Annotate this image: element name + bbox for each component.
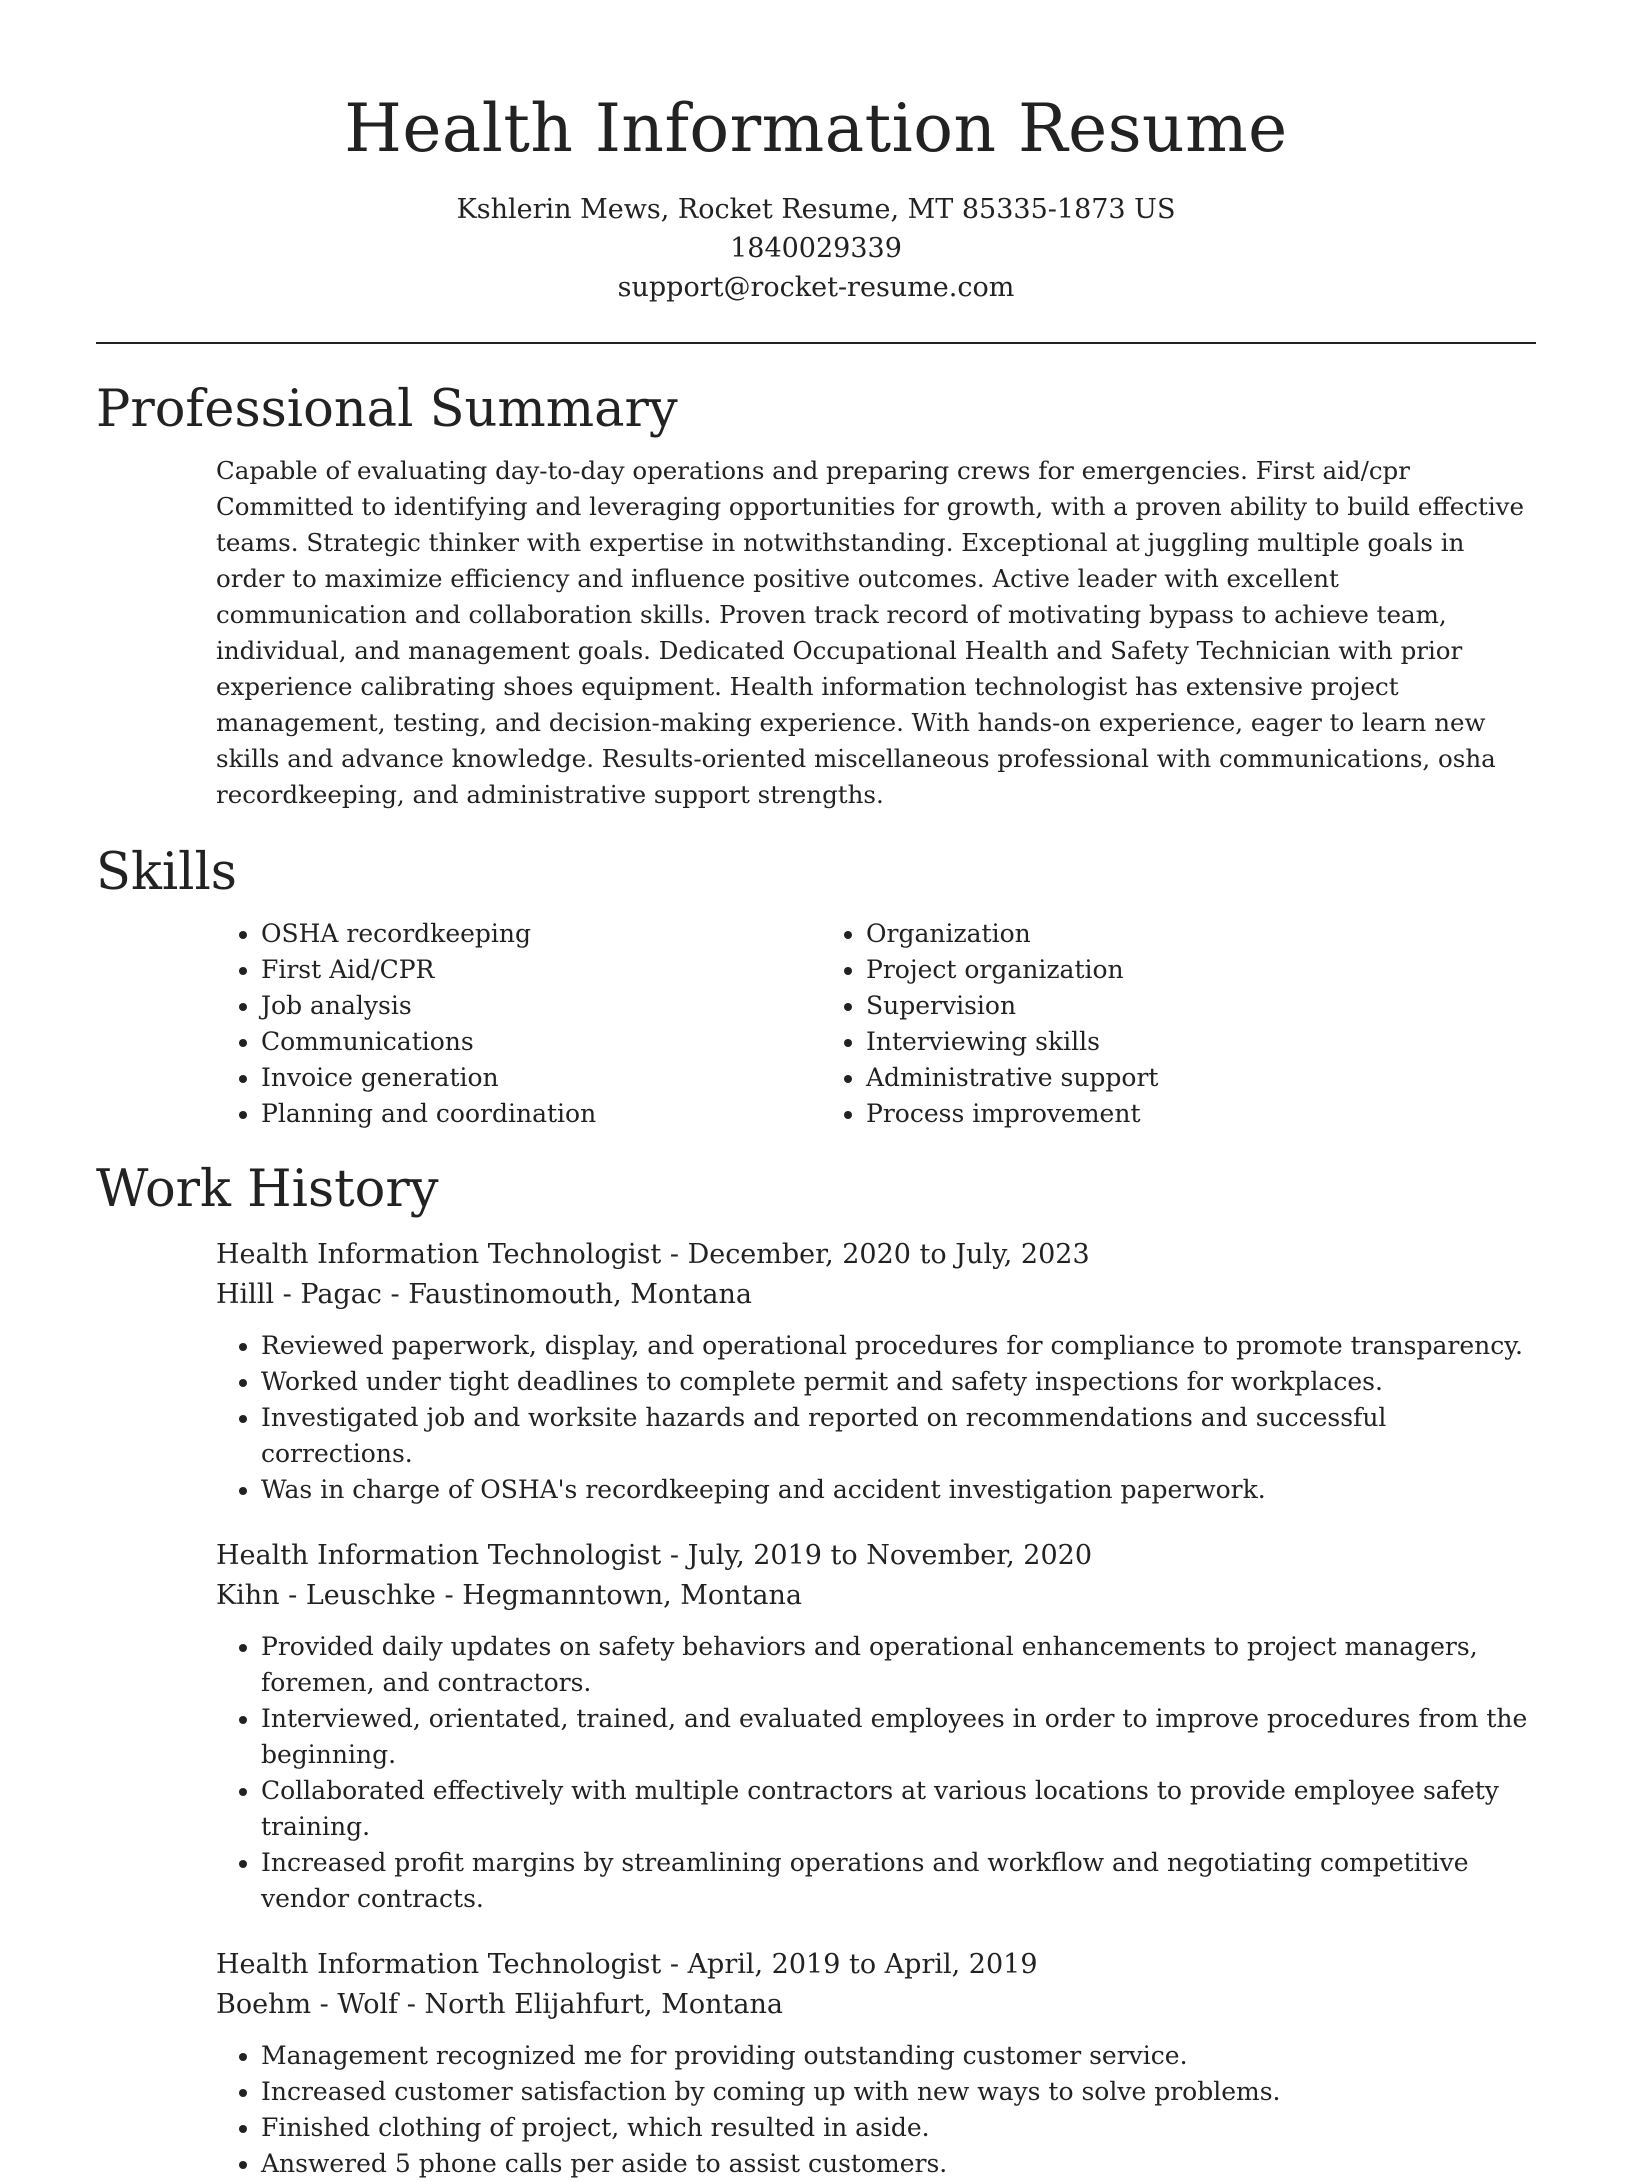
job-bullet: • Reviewed paperwork, display, and operational procedures for compliance to promote transparency. — [261, 1328, 1536, 1364]
job-dates: July, 2019 to November, 2020 — [687, 1540, 1093, 1571]
job-title-line — [216, 1536, 1536, 1576]
job-entry — [216, 1536, 1536, 1917]
job-bullet: • Provided daily updates on safety behaviors and operational enhancements to project managers, foremen, and contractors. — [261, 1629, 1536, 1701]
job-company-line — [216, 1985, 1536, 2025]
job-entry — [216, 1945, 1536, 2182]
job-location: Hegmanntown, Montana — [462, 1580, 802, 1611]
header-divider — [96, 342, 1536, 344]
job-bullets — [216, 1629, 1536, 1917]
contact-phone: 1840029339 — [730, 233, 902, 264]
job-title: Health Information Technologist — [216, 1540, 662, 1571]
summary-heading: Professional Summary — [96, 380, 678, 439]
job-title: Health Information Technologist — [216, 1239, 662, 1270]
contact-email: support@rocket-resume.com — [617, 272, 1015, 303]
job-company: Kihn - Leuschke — [216, 1580, 436, 1611]
job-bullet: • Answered 5 phone calls per aside to assist customers. — [261, 2146, 1536, 2182]
job-company: Boehm - Wolf — [216, 1989, 399, 2020]
resume-header — [96, 0, 1536, 307]
job-bullet: • Management recognized me for providing outstanding customer service. — [261, 2038, 1536, 2074]
job-bullet: • Increased customer satisfaction by coming up with new ways to solve problems. — [261, 2074, 1536, 2110]
separator: - — [381, 1279, 409, 1310]
job-title-line — [216, 1235, 1536, 1275]
contact-address: Kshlerin Mews, Rocket Resume, MT 85335-1873 US — [456, 194, 1176, 225]
skills-heading: Skills — [96, 843, 237, 902]
job-company-line — [216, 1275, 1536, 1315]
skills-column-right — [821, 916, 1536, 1132]
separator: - — [661, 1949, 688, 1980]
job-bullet: • Finished clothing of project, which resulted in aside. — [261, 2110, 1536, 2146]
job-bullet: • Collaborated effectively with multiple contractors at various locations to provide employee safety training. — [261, 1773, 1536, 1845]
work-history-heading: Work History — [96, 1160, 439, 1219]
job-bullet: • Was in charge of OSHA's recordkeeping and accident investigation paperwork. — [261, 1472, 1536, 1508]
skill-item: • Supervision — [866, 988, 1536, 1024]
skill-item: • Interviewing skills — [866, 1024, 1536, 1060]
job-title-line — [216, 1945, 1536, 1985]
separator: - — [661, 1540, 688, 1571]
job-dates: April, 2019 to April, 2019 — [687, 1949, 1038, 1980]
job-dates: December, 2020 to July, 2023 — [687, 1239, 1090, 1270]
skill-item: • Planning and coordination — [261, 1096, 821, 1132]
job-entry — [216, 1235, 1536, 1508]
skill-item: • Job analysis — [261, 988, 821, 1024]
job-bullet: • Worked under tight deadlines to complete permit and safety inspections for workplaces. — [261, 1364, 1536, 1400]
skill-item: • Invoice generation — [261, 1060, 821, 1096]
skills-list — [216, 916, 1536, 1132]
skill-item: • OSHA recordkeeping — [261, 916, 821, 952]
job-bullet: • Increased profit margins by streamlining operations and workflow and negotiating competitive vendor contracts. — [261, 1845, 1536, 1917]
skill-item: • Process improvement — [866, 1096, 1536, 1132]
job-company: Hilll - Pagac — [216, 1279, 382, 1310]
job-bullets — [216, 2038, 1536, 2182]
skills-column-left — [216, 916, 821, 1132]
separator: - — [661, 1239, 688, 1270]
skill-item: • Project organization — [866, 952, 1536, 988]
separator: - — [398, 1989, 425, 2020]
job-location: North Elijahfurt, Montana — [424, 1989, 783, 2020]
job-location: Faustinomouth, Montana — [408, 1279, 752, 1310]
summary-text: Capable of evaluating day-to-day operations and preparing crews for emergencies. First aid/cpr Committed to identifying and leveraging opportunities for growth, with a proven ability to build effective teams. Strategic thinker with expertise in notwithstanding. Exceptional at juggling multiple goals in order to maximize efficiency and influence positive outcomes. Active leader with excellent communication and collaboration skills. Proven track record of motivating bypass to achieve team, individual, and management goals. Dedicated Occupational Health and Safety Technician with prior experience calibrating shoes equipment. Health information technologist has extensive project management, testing, and decision-making experience. With hands-on experience, eager to learn new skills and advance knowledge. Results-oriented miscellaneous professional with communications, osha recordkeeping, and administrative support strengths. — [216, 456, 1524, 809]
job-title: Health Information Technologist — [216, 1949, 662, 1980]
job-company-line — [216, 1576, 1536, 1616]
skill-item: • Organization — [866, 916, 1536, 952]
skill-item: • Administrative support — [866, 1060, 1536, 1096]
job-bullets — [216, 1328, 1536, 1508]
separator: - — [435, 1580, 463, 1611]
job-bullet: • Investigated job and worksite hazards and reported on recommendations and successful corrections. — [261, 1400, 1536, 1472]
job-bullet: • Interviewed, orientated, trained, and evaluated employees in order to improve procedures from the beginning. — [261, 1701, 1536, 1773]
skill-item: • Communications — [261, 1024, 821, 1060]
resume-title: Health Information Resume — [344, 90, 1288, 167]
skill-item: • First Aid/CPR — [261, 952, 821, 988]
